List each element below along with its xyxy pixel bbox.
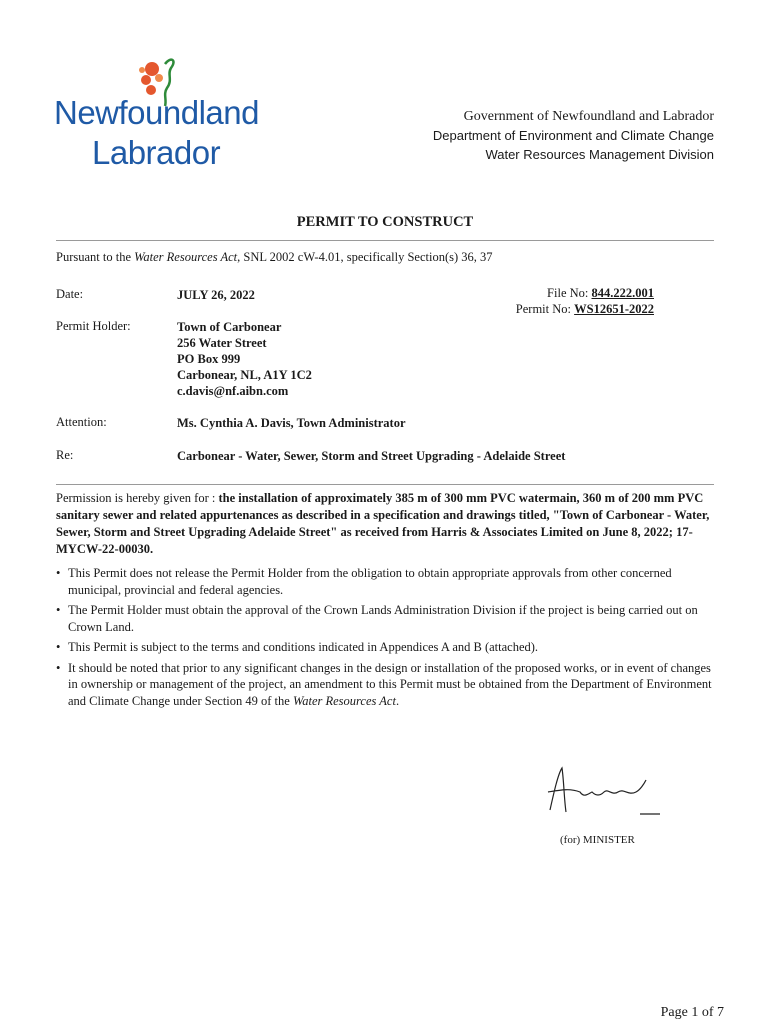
department-name: Department of Environment and Climate Change xyxy=(432,128,714,143)
pursuant-line xyxy=(56,250,493,265)
file-info xyxy=(516,285,654,317)
holder-label: Permit Holder: xyxy=(56,319,131,333)
minister-signature xyxy=(540,762,660,827)
permit-number: WS12651-2022 xyxy=(574,302,654,316)
permission-body: the installation of approximately 385 m of 300 mm PVC watermain, 360 m of 200 mm PVC sanitary sewer and related appurtenances as described in a specification and drawings titled, "Town of Carbonear - Water, Sewer, Storm and Street Upgrading Adelaide Street" as received from Harris & Associates Limited on June 8, 2022; 17-MYCW-22-00030. xyxy=(56,491,710,556)
logo-newfoundland: Newfoundland xyxy=(54,94,259,131)
conditions-list xyxy=(56,565,718,713)
attention-label: Attention: xyxy=(56,415,107,429)
holder-line: Town of Carbonear xyxy=(177,320,282,334)
re-value: Carbonear - Water, Sewer, Storm and Street Upgrading - Adelaide Street xyxy=(177,449,566,463)
pursuant-prefix: Pursuant to the xyxy=(56,250,135,264)
holder-email: c.davis@nf.aibn.com xyxy=(177,384,289,398)
government-header xyxy=(433,107,714,164)
list-item: • This Permit is subject to the terms and conditions indicated in Appendices A and B (attached). xyxy=(56,640,539,654)
condition-text: It should be noted that prior to any significant changes in the design or installation of the proposed works, or in event of changes in ownership or management of the project, an amendment to this Permit must be obtained from the Department of Environment and Climate Change under Section 49 of the xyxy=(68,660,712,708)
condition-suffix: . xyxy=(395,693,400,708)
date-label: Date: xyxy=(56,287,84,301)
re-label: Re: xyxy=(56,448,74,462)
file-number-row xyxy=(516,285,654,301)
date-value: JULY 26, 2022 xyxy=(177,288,255,302)
page-number: Page 1 of 7 xyxy=(660,1005,724,1020)
divider xyxy=(56,240,714,241)
file-number: 844.222.001 xyxy=(591,286,654,300)
permission-statement xyxy=(56,490,716,558)
list-item: • The Permit Holder must obtain the approval of the Crown Lands Administration Division if the project is being carried out on Crown Land. xyxy=(56,603,698,634)
list-item: • This Permit does not release the Permit Holder from the obligation to obtain appropriate approvals from other concerned municipal, provincial and federal agencies. xyxy=(56,566,672,597)
logo-labrador: Labrador xyxy=(92,134,221,171)
holder-address xyxy=(177,319,312,399)
signature-caption: (for) MINISTER xyxy=(560,834,635,846)
holder-line: 256 Water Street xyxy=(177,336,267,350)
holder-line: Carbonear, NL, A1Y 1C2 xyxy=(177,368,312,382)
permit-number-row xyxy=(516,301,654,317)
act-name: Water Resources Act xyxy=(134,250,238,264)
divider xyxy=(56,484,714,485)
condition-text: This Permit does not release the Permit Holder from the obligation to obtain appropriate approvals from other concerned municipal, provincial and federal agencies. xyxy=(68,566,672,597)
attention-value: Ms. Cynthia A. Davis, Town Administrator xyxy=(177,416,406,430)
division-name: Water Resources Management Division xyxy=(485,147,714,162)
permit-label: Permit No: xyxy=(515,302,571,316)
holder-line: PO Box 999 xyxy=(177,352,241,366)
government-logo xyxy=(52,54,262,174)
permission-prefix: Permission is hereby given for : xyxy=(56,491,219,505)
page-title: PERMIT TO CONSTRUCT xyxy=(296,214,474,230)
file-label: File No: xyxy=(547,286,589,300)
pursuant-suffix: , SNL 2002 cW-4.01, specifically Section(s) 36, 37 xyxy=(237,250,493,264)
condition-text: The Permit Holder must obtain the approval of the Crown Lands Administration Division if the project is being carried out on Crown Land. xyxy=(68,603,698,634)
list-item: • It should be noted that prior to any significant changes in the design or installation of the proposed works, or in event of changes in ownership or management of the project, an amendment to this Permit must be obtained from the Department of Environment and Climate Change under Section 49 of the Water Resources Act. xyxy=(56,660,712,708)
act-name: Water Resources Act xyxy=(292,693,396,708)
condition-text: This Permit is subject to the terms and conditions indicated in Appendices A and B (attached). xyxy=(68,640,539,654)
government-name: Government of Newfoundland and Labrador xyxy=(463,109,714,124)
